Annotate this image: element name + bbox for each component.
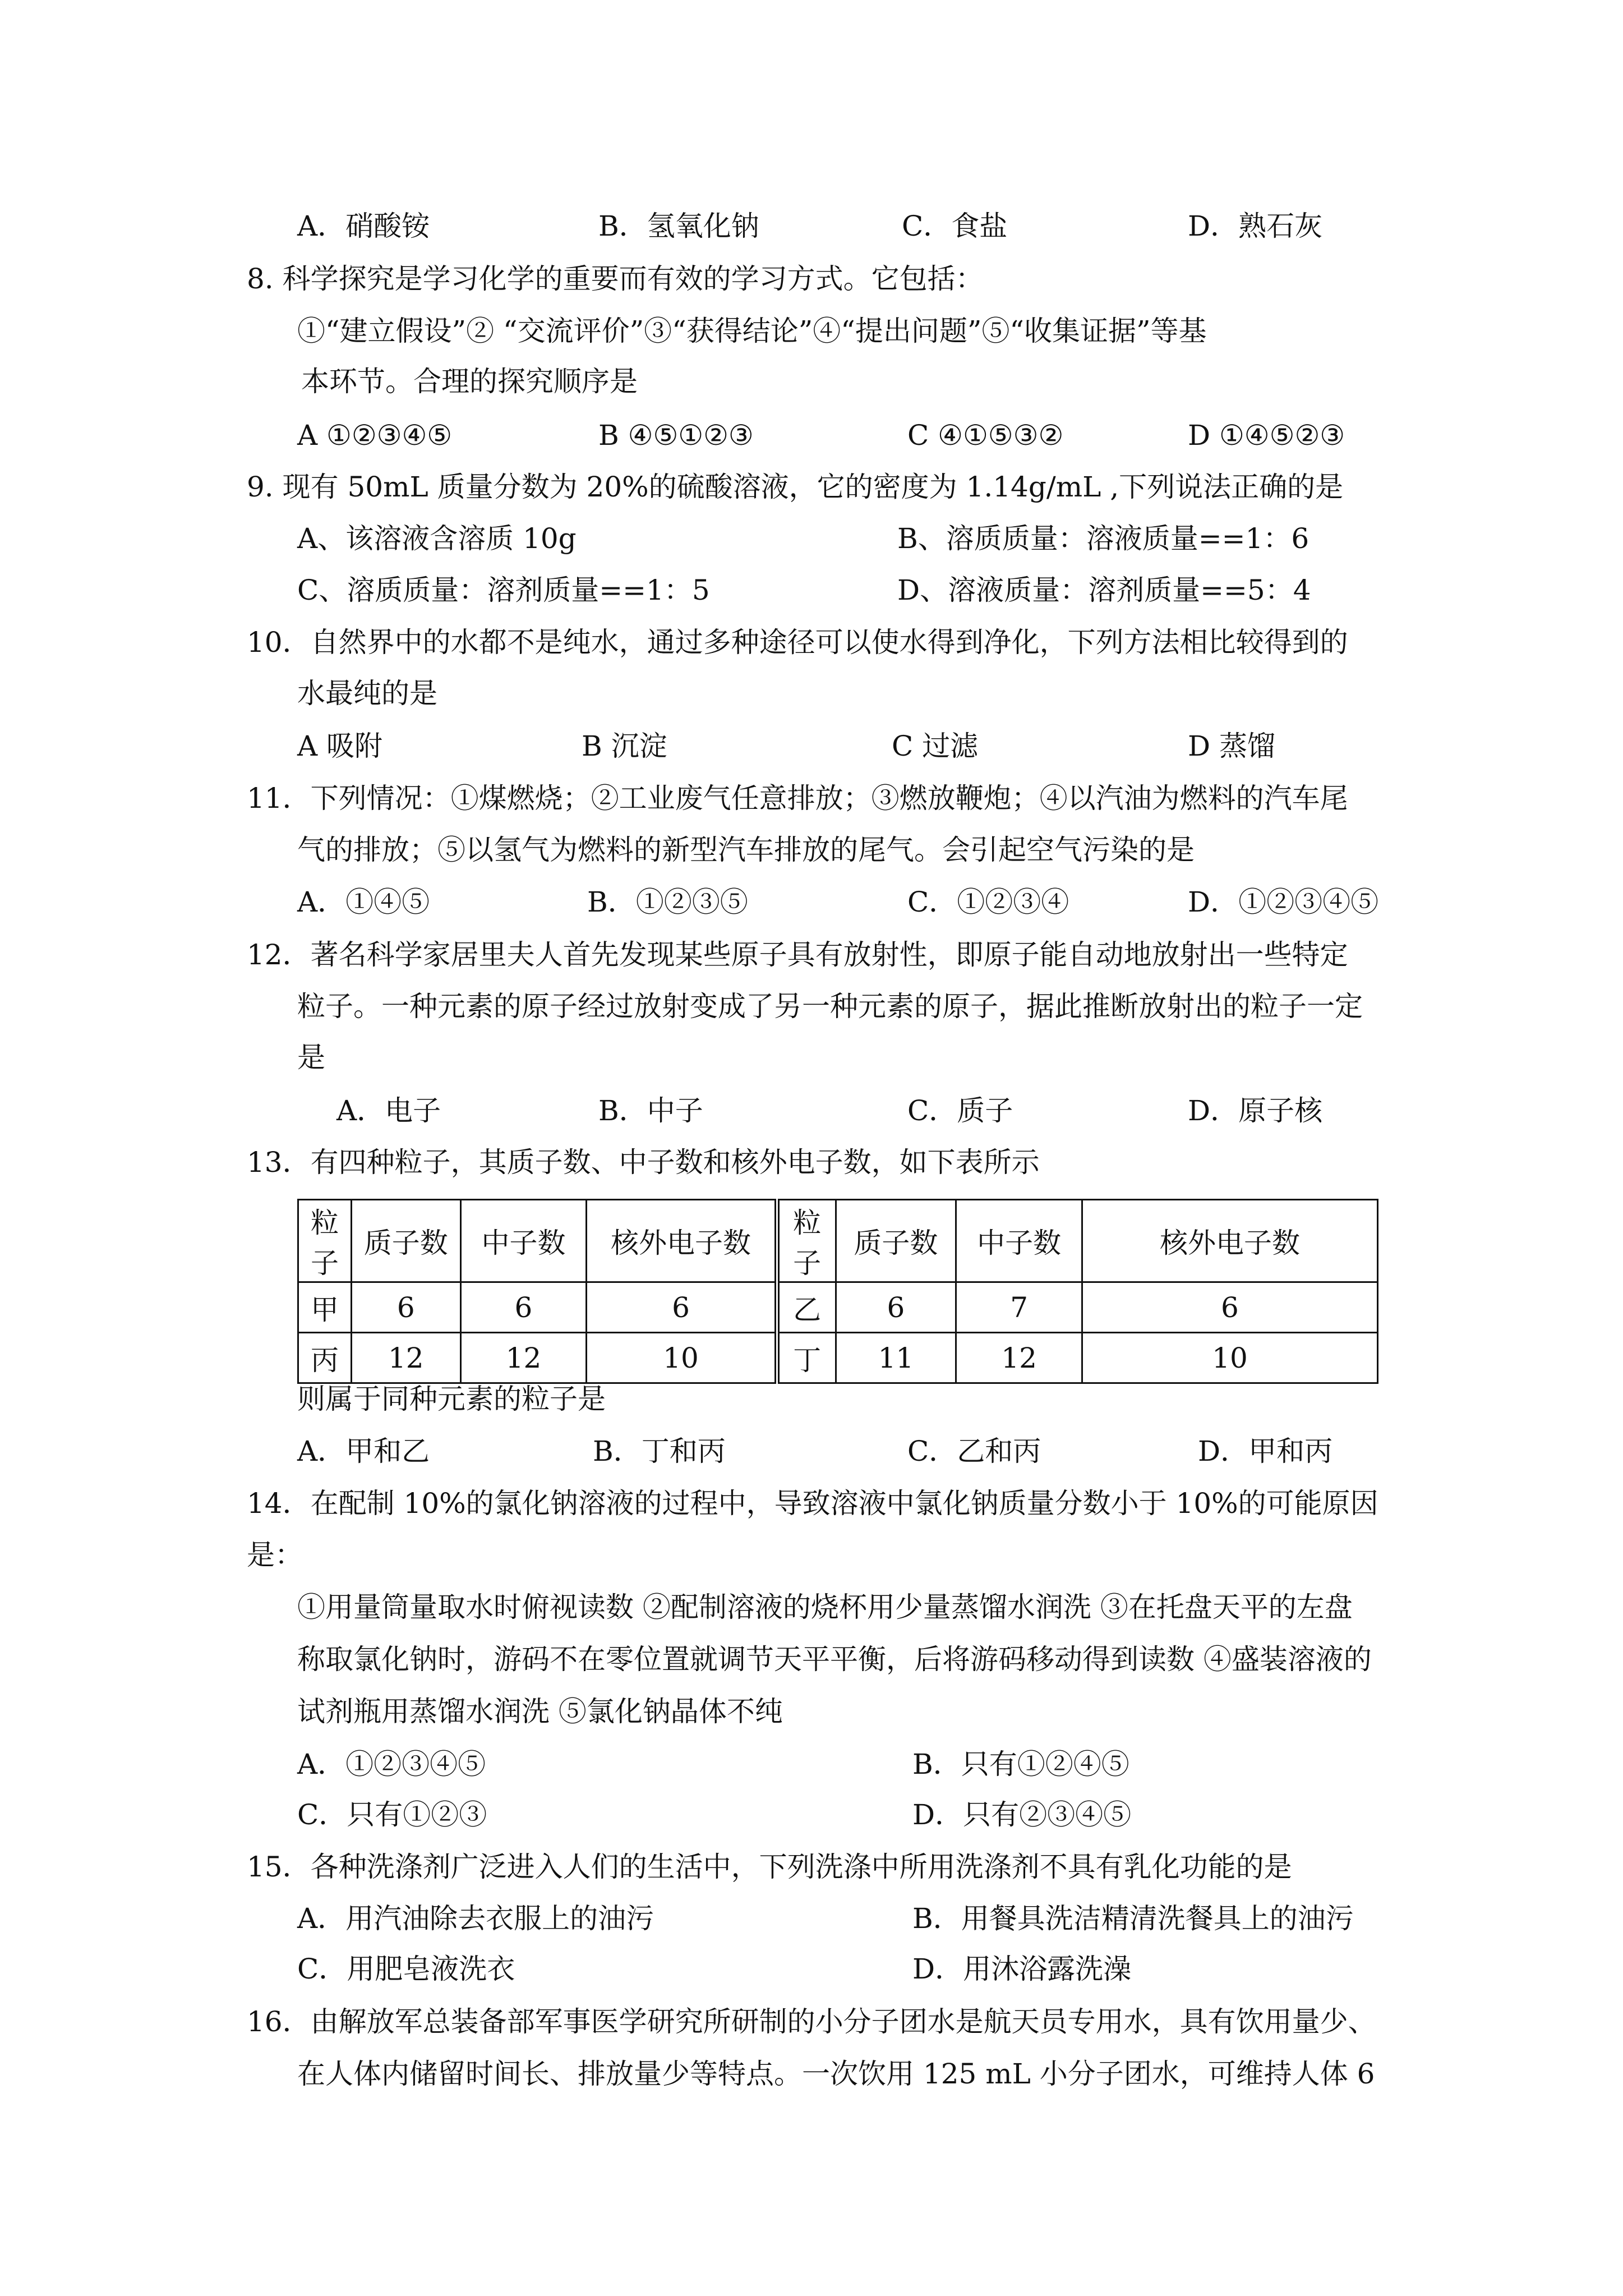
q14-stem-line4: 称取氯化钠时，游码不在零位置就调节天平平衡，后将游码移动得到读数 ④盛装溶液的 (297, 1643, 1372, 1676)
table-cell: 10 (1082, 1333, 1377, 1383)
q14-option-d: D．只有②③④⑤ (912, 1798, 1132, 1831)
header-cell: 质子数 (836, 1200, 956, 1282)
q16-stem-line2: 在人体内储留时间长、排放量少等特点。一次饮用 125 mL 小分子团水，可维持人体 6 (297, 2058, 1375, 2090)
q10-option-b: B 沉淀 (582, 730, 667, 762)
table-cell: 10 (587, 1333, 777, 1383)
q10-option-a: A 吸附 (297, 730, 383, 762)
q8-stem-line2: ①“建立假设”② “交流评价”③“获得结论”④“提出问题”⑤“收集证据”等基 (297, 315, 1207, 347)
table-cell: 12 (956, 1333, 1082, 1383)
header-cell: 核外电子数 (587, 1200, 777, 1282)
q13-option-a: A．甲和乙 (297, 1435, 430, 1467)
table-cell: 甲 (298, 1282, 352, 1333)
table-row (298, 1333, 1378, 1383)
q13-option-d: D．甲和丙 (1198, 1435, 1333, 1467)
q13-stem: 13．有四种粒子，其质子数、中子数和核外电子数，如下表所示 (247, 1146, 1040, 1179)
q14-stem: 14．在配制 10%的氯化钠溶液的过程中，导致溶液中氯化钠质量分数小于 10%的可能原因 (247, 1487, 1378, 1520)
q12-stem: 12．著名科学家居里夫人首先发现某些原子具有放射性，即原子能自动地放射出一些特定 (247, 938, 1348, 971)
table-cell: 6 (1082, 1282, 1377, 1333)
table-cell: 7 (956, 1282, 1082, 1333)
q8-stem: 8. 科学探究是学习化学的重要而有效的学习方式。它包括： (247, 263, 984, 295)
table-header-row (298, 1200, 1378, 1282)
q12-option-c: C．质子 (907, 1094, 1013, 1127)
table-cell: 6 (460, 1282, 587, 1333)
q7-option-a: A．硝酸铵 (297, 210, 430, 242)
q12-option-a: A．电子 (336, 1094, 441, 1127)
q15-stem: 15．各种洗涤剂广泛进入人们的生活中，下列洗涤中所用洗涤剂不具有乳化功能的是 (247, 1851, 1292, 1883)
q11-stem-line2: 气的排放；⑤以氢气为燃料的新型汽车排放的尾气。会引起空气污染的是 (297, 834, 1195, 866)
q10-stem-line2: 水最纯的是 (297, 677, 437, 710)
q7-option-b: B．氢氧化钠 (598, 210, 759, 242)
q7-option-d: D．熟石灰 (1188, 210, 1323, 242)
q9-stem: 9. 现有 50mL 质量分数为 20%的硫酸溶液，它的密度为 1.14g/mL ,下列说法正确的是 (247, 471, 1344, 503)
q15-option-d: D．用沐浴露洗澡 (912, 1953, 1132, 1985)
q14-option-a: A．①②③④⑤ (297, 1748, 486, 1780)
q14-option-b: B．只有①②④⑤ (912, 1748, 1129, 1780)
q11-option-b: B．①②③⑤ (587, 886, 748, 918)
q13-stem-after-table: 则属于同种元素的粒子是 (297, 1383, 606, 1415)
q11-option-c: C．①②③④ (907, 886, 1069, 918)
header-cell: 粒子 (777, 1200, 836, 1282)
table-cell: 6 (836, 1282, 956, 1333)
q9-option-d: D、溶液质量：溶剂质量==5：4 (897, 574, 1311, 606)
q14-stem-line5: 试剂瓶用蒸馏水润洗 ⑤氯化钠晶体不纯 (297, 1695, 783, 1728)
q8-option-d: D ①④⑤②③ (1188, 419, 1345, 452)
q14-stem-line2: 是： (247, 1539, 303, 1571)
q12-stem-line2: 粒子。一种元素的原子经过放射变成了另一种元素的原子，据此推断放射出的粒子一定 (297, 990, 1363, 1023)
table-cell: 丁 (777, 1333, 836, 1383)
q8-option-b: B ④⑤①②③ (598, 419, 754, 452)
table-cell: 12 (460, 1333, 587, 1383)
q8-option-c: C ④①⑤③② (907, 419, 1064, 452)
header-cell: 质子数 (351, 1200, 460, 1282)
particle-table (297, 1199, 1378, 1384)
q16-stem: 16．由解放军总装备部军事医学研究所研制的小分子团水是航天员专用水，具有饮用量少、 (247, 2005, 1376, 2038)
q9-option-c: C、溶质质量：溶剂质量==1：5 (297, 574, 710, 606)
q11-option-a: A．①④⑤ (297, 886, 430, 918)
table-row (298, 1282, 1378, 1333)
q15-option-c: C．用肥皂液洗衣 (297, 1953, 515, 1985)
q9-option-a: A、该溶液含溶质 10g (297, 522, 577, 555)
q8-option-a: A ①②③④⑤ (297, 419, 453, 452)
q14-option-c: C．只有①②③ (297, 1798, 487, 1831)
table-cell: 11 (836, 1333, 956, 1383)
q10-option-d: D 蒸馏 (1188, 730, 1275, 762)
q10-option-c: C 过滤 (892, 730, 979, 762)
table-cell: 丙 (298, 1333, 352, 1383)
header-cell: 中子数 (460, 1200, 587, 1282)
table-cell: 6 (351, 1282, 460, 1333)
q12-option-b: B．中子 (598, 1094, 703, 1127)
q12-option-d: D．原子核 (1188, 1094, 1323, 1127)
q14-stem-line3: ①用量筒量取水时俯视读数 ②配制溶液的烧杯用少量蒸馏水润洗 ③在托盘天平的左盘 (297, 1591, 1353, 1623)
q10-stem: 10．自然界中的水都不是纯水，通过多种途径可以使水得到净化，下列方法相比较得到的 (247, 626, 1348, 659)
q11-stem: 11．下列情况：①煤燃烧；②工业废气任意排放；③燃放鞭炮；④以汽油为燃料的汽车尾 (247, 782, 1348, 815)
q13-option-b: B．丁和丙 (593, 1435, 726, 1467)
q15-option-a: A．用汽油除去衣服上的油污 (297, 1902, 654, 1935)
q12-stem-line3: 是 (297, 1041, 325, 1074)
table-cell: 6 (587, 1282, 777, 1333)
q8-stem-line3: 本环节。合理的探究顺序是 (301, 365, 638, 398)
header-cell: 粒子 (298, 1200, 352, 1282)
header-cell: 中子数 (956, 1200, 1082, 1282)
table-cell: 乙 (777, 1282, 836, 1333)
q13-option-c: C．乙和丙 (907, 1435, 1041, 1467)
header-cell: 核外电子数 (1082, 1200, 1377, 1282)
q9-option-b: B、溶质质量：溶液质量==1：6 (897, 522, 1310, 555)
table-cell: 12 (351, 1333, 460, 1383)
q15-option-b: B．用餐具洗洁精清洗餐具上的油污 (912, 1902, 1354, 1935)
q11-option-d: D．①②③④⑤ (1188, 886, 1379, 918)
q7-option-c: C．食盐 (902, 210, 1008, 242)
